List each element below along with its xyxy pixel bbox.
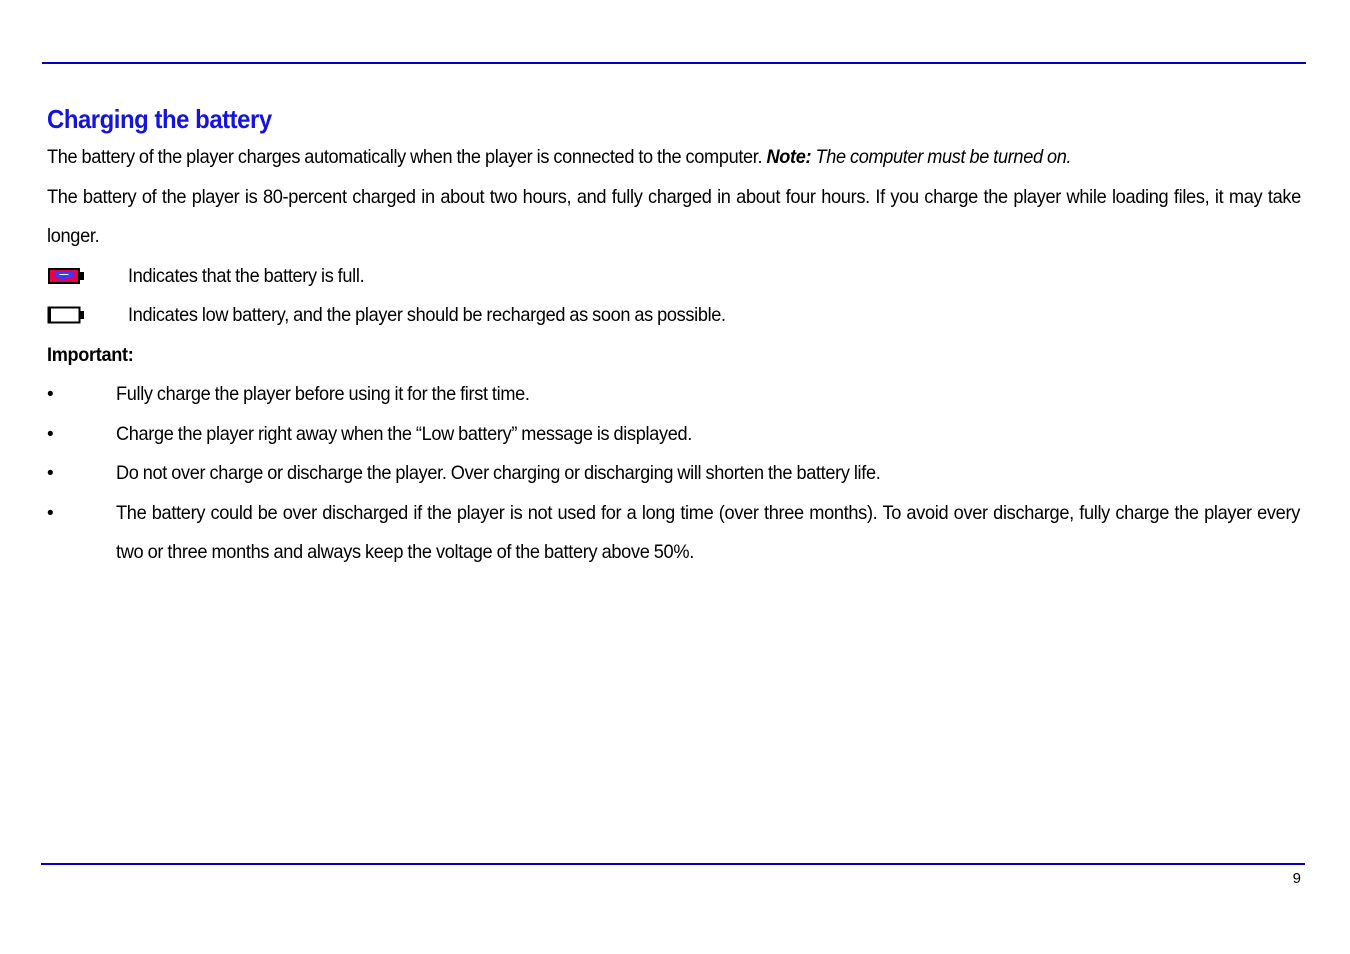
page-number: 9 (1292, 870, 1301, 887)
list-item (47, 454, 1301, 494)
battery-low-row (47, 296, 1301, 336)
intro-text: The battery of the player charges automatically when the player is connected to the computer. (47, 146, 763, 168)
battery-full-text: Indicates that the battery is full. (128, 264, 365, 287)
charge-duration-paragraph: The battery of the player is 80-percent charged in about two hours, and fully charged in about four hours. If you charge the player while loading files, it may take longer. (47, 185, 1301, 247)
note-label: Note: (766, 146, 812, 168)
list-item-text: Do not over charge or discharge the player. Over charging or discharging will shorten the battery life. (116, 462, 881, 484)
important-list (47, 375, 1301, 573)
intro-line (47, 138, 1071, 178)
note-text: The computer must be turned on. (815, 146, 1072, 168)
list-item-text: The battery could be over discharged if the player is not used for a long time (over three months). To avoid over discharge, fully charge the player every two or three months and always keep the voltage of the battery above 50%. (116, 501, 1300, 563)
header-rule (42, 62, 1306, 64)
bullet-icon: • (47, 423, 54, 445)
list-item-text: Fully charge the player before using it for the first time. (116, 383, 530, 405)
battery-full-row (47, 257, 1301, 297)
battery-low-text: Indicates low battery, and the player should be recharged as soon as possible. (128, 304, 726, 326)
bullet-icon: • (47, 384, 54, 405)
list-item-text: Charge the player right away when the “Low battery” message is displayed. (116, 422, 692, 445)
bullet-icon: • (47, 463, 54, 484)
page-content (47, 100, 1301, 573)
list-item (47, 415, 1301, 455)
bullet-icon: • (47, 502, 54, 524)
footer-rule (41, 863, 1305, 865)
intro-paragraph (47, 138, 1301, 178)
battery-full-icon (47, 267, 85, 285)
battery-low-icon (47, 306, 85, 324)
list-item (47, 375, 1301, 415)
section-heading: Charging the battery (47, 104, 272, 134)
list-item (47, 494, 1301, 573)
important-label: Important: (47, 343, 134, 366)
